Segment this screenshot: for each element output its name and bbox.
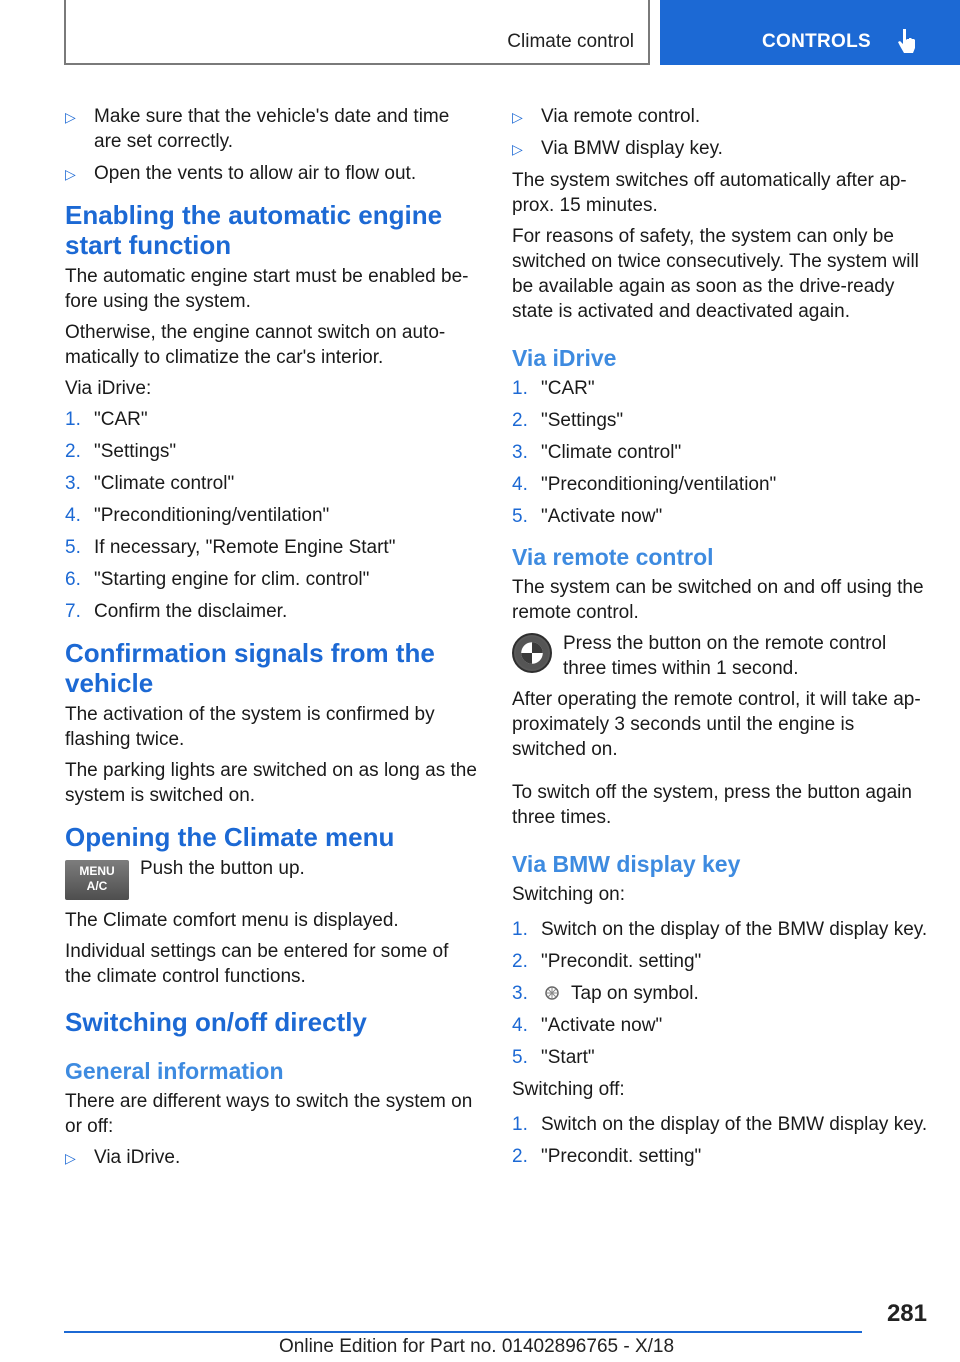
paragraph: For reasons of safety, the system can only be switched on twice consecutively. The system will be available again as soon as the drive-ready state is activated and deactivated again. bbox=[512, 226, 919, 322]
triangle-bullet-icon: ▷ bbox=[65, 109, 76, 125]
list-item: 3. Tap on symbol. bbox=[512, 983, 699, 1004]
list-item: 7. Confirm the disclaimer. bbox=[65, 601, 288, 622]
list-item: 1. "CAR" bbox=[512, 378, 595, 399]
paragraph: The automatic engine start must be enabled be-fore using the system. bbox=[65, 266, 469, 312]
heading-enable-auto-start: Enabling the automatic engine start function bbox=[65, 200, 443, 260]
paragraph: The activation of the system is confirmed by flashing twice. bbox=[65, 704, 435, 750]
paragraph: Push the button up. bbox=[140, 858, 305, 879]
methods-list-continued bbox=[512, 104, 932, 161]
heading-via-remote-control: Via remote control bbox=[512, 544, 714, 570]
switch-on-steps-list bbox=[512, 917, 932, 1070]
heading-opening-climate-menu: Opening the Climate menu bbox=[65, 822, 395, 852]
header-section-title: Climate control bbox=[507, 31, 634, 52]
list-item: 3. "Climate control" bbox=[512, 442, 682, 463]
footer-edition: Online Edition for Part no. 01402896765 - X/18 bbox=[279, 1336, 675, 1357]
paragraph: Switching on: bbox=[512, 884, 626, 905]
paragraph: Switching off: bbox=[512, 1079, 625, 1100]
triangle-bullet-icon: ▷ bbox=[512, 141, 523, 157]
triangle-bullet-icon: ▷ bbox=[65, 166, 76, 182]
list-item: 5. "Start" bbox=[512, 1047, 595, 1068]
enable-steps-list bbox=[65, 407, 480, 624]
list-item: 2. "Precondit. setting" bbox=[512, 1146, 702, 1167]
paragraph: There are different ways to switch the system on or off: bbox=[65, 1091, 473, 1137]
list-item: 1. "CAR" bbox=[65, 409, 148, 430]
paragraph: Otherwise, the engine cannot switch on auto-matically to climatize the car's interior. bbox=[65, 322, 446, 368]
list-item: 4. "Preconditioning/ventilation" bbox=[65, 505, 330, 526]
list-item: 5. If necessary, "Remote Engine Start" bbox=[65, 537, 396, 558]
prerequisite-list bbox=[65, 104, 480, 186]
list-item: 1. Switch on the display of the BMW display key. bbox=[512, 919, 928, 940]
menu-button-instruction bbox=[65, 856, 480, 902]
heading-via-idrive: Via iDrive bbox=[512, 345, 617, 371]
bmw-key-icon bbox=[512, 633, 552, 673]
footer-divider bbox=[64, 1331, 862, 1333]
list-item: ▷ Open the vents to allow air to flow out. bbox=[65, 161, 480, 186]
list-item: ▷ Via BMW display key. bbox=[512, 136, 932, 161]
header-chapter-tab[interactable] bbox=[660, 0, 960, 65]
heading-general-information: General information bbox=[65, 1058, 284, 1084]
list-item: 4. "Activate now" bbox=[512, 1015, 663, 1036]
list-item: 2. "Settings" bbox=[512, 410, 624, 431]
list-item: ▷ Via iDrive. bbox=[65, 1145, 480, 1170]
list-item: 1. Switch on the display of the BMW display key. bbox=[512, 1114, 928, 1135]
paragraph: The system switches off automatically after ap-prox. 15 minutes. bbox=[512, 170, 907, 216]
right-column bbox=[512, 104, 932, 1176]
heading-switching-directly: Switching on/off directly bbox=[65, 1007, 367, 1037]
triangle-bullet-icon: ▷ bbox=[65, 1150, 76, 1166]
paragraph: Press the button on the remote control three times within 1 second. bbox=[563, 633, 887, 679]
paragraph: The parking lights are switched on as long as the system is switched on. bbox=[65, 760, 477, 806]
pointing-hand-icon bbox=[896, 27, 920, 55]
ventilation-symbol-icon bbox=[541, 984, 563, 1002]
menu-ac-button-icon: MENU A/C bbox=[65, 860, 129, 900]
heading-confirmation-signals: Confirmation signals from the vehicle bbox=[65, 638, 435, 698]
paragraph: Via iDrive: bbox=[65, 378, 152, 399]
list-item: 6. "Starting engine for clim. control" bbox=[65, 569, 370, 590]
header-section-box bbox=[64, 0, 650, 65]
list-item: ▷ Via remote control. bbox=[512, 104, 932, 129]
left-column bbox=[65, 104, 480, 1177]
idrive-steps-list bbox=[512, 376, 932, 529]
paragraph: The system can be switched on and off using the remote control. bbox=[512, 577, 924, 623]
list-item: 4. "Preconditioning/ventilation" bbox=[512, 474, 777, 495]
remote-instruction bbox=[512, 631, 932, 681]
list-item: 3. "Climate control" bbox=[65, 473, 235, 494]
list-item: 5. "Activate now" bbox=[512, 506, 663, 527]
header-chapter-title: CONTROLS bbox=[762, 31, 872, 52]
heading-via-display-key: Via BMW display key bbox=[512, 851, 741, 877]
methods-list bbox=[65, 1145, 480, 1170]
page-number: 281 bbox=[886, 1300, 927, 1327]
switch-off-steps-list bbox=[512, 1112, 932, 1169]
list-item: 2. "Precondit. setting" bbox=[512, 951, 702, 972]
list-item: ▷ Make sure that the vehicle's date and time are set correctly. bbox=[65, 106, 450, 152]
triangle-bullet-icon: ▷ bbox=[512, 109, 523, 125]
paragraph: The Climate comfort menu is displayed. bbox=[65, 910, 399, 931]
paragraph: After operating the remote control, it will take ap-proximately 3 seconds until the engine is switched on. bbox=[512, 689, 921, 760]
list-item: 2. "Settings" bbox=[65, 441, 177, 462]
paragraph: Individual settings can be entered for some of the climate control functions. bbox=[65, 941, 449, 987]
paragraph: To switch off the system, press the button again three times. bbox=[512, 782, 912, 828]
